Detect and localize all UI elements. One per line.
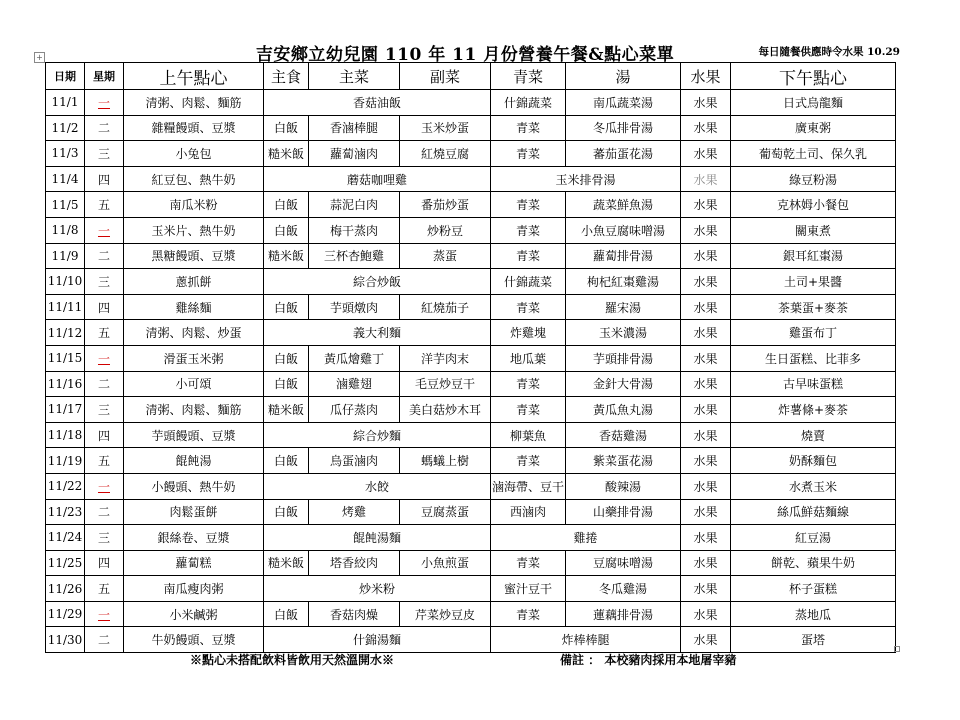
veg-cell: 青菜 [491, 371, 566, 397]
soup-cell: 枸杞紅棗雞湯 [566, 269, 681, 295]
pm-snack-cell: 日式烏龍麵 [731, 90, 896, 116]
table-row [46, 627, 896, 653]
date-cell: 11/25 [46, 550, 85, 576]
weekday-cell: 三 [85, 269, 124, 295]
pm-snack-cell: 紅豆湯 [731, 525, 896, 551]
veg-cell: 什錦蔬菜 [491, 90, 566, 116]
staple-cell: 白飯 [264, 115, 309, 141]
header-side: 副菜 [400, 63, 491, 90]
fruit-cell: 水果 [681, 166, 731, 192]
am-snack-cell: 蔥抓餅 [124, 269, 264, 295]
veg-cell: 青菜 [491, 243, 566, 269]
soup-cell: 豆腐味噌湯 [566, 550, 681, 576]
am-snack-cell: 蘿蔔糕 [124, 550, 264, 576]
am-snack-cell: 清粥、肉鬆、麵筋 [124, 90, 264, 116]
side-dish-cell: 玉米炒蛋 [400, 115, 491, 141]
lunch-combined-cell: 水餃 [264, 473, 491, 499]
soup-cell: 酸辣湯 [566, 473, 681, 499]
weekday-cell: 一 [85, 90, 124, 116]
am-snack-cell: 南瓜瘦肉粥 [124, 576, 264, 602]
date-cell: 11/19 [46, 448, 85, 474]
staple-cell: 糙米飯 [264, 243, 309, 269]
header-veg: 青菜 [491, 63, 566, 90]
pm-snack-cell: 古早味蛋糕 [731, 371, 896, 397]
date-cell: 11/16 [46, 371, 85, 397]
menu-body [46, 90, 896, 653]
side-dish-cell: 小魚煎蛋 [400, 550, 491, 576]
am-snack-cell: 雜糧饅頭、豆漿 [124, 115, 264, 141]
table-row [46, 473, 896, 499]
soup-cell: 黃瓜魚丸湯 [566, 397, 681, 423]
fruit-cell: 水果 [681, 90, 731, 116]
weekday-cell: 三 [85, 397, 124, 423]
weekday-cell: 三 [85, 525, 124, 551]
am-snack-cell: 雞絲麵 [124, 294, 264, 320]
pm-snack-cell: 杯子蛋糕 [731, 576, 896, 602]
veg-cell: 青菜 [491, 192, 566, 218]
fruit-cell: 水果 [681, 525, 731, 551]
main-dish-cell: 黃瓜燴雞丁 [309, 345, 400, 371]
lunch-combined-cell: 香菇油飯 [264, 90, 491, 116]
table-resize-handle[interactable] [894, 646, 900, 652]
veg-cell: 蜜汁豆干 [491, 576, 566, 602]
fruit-cell: 水果 [681, 397, 731, 423]
staple-cell: 白飯 [264, 448, 309, 474]
pm-snack-cell: 絲瓜鮮菇麵線 [731, 499, 896, 525]
table-row [46, 576, 896, 602]
table-row [46, 422, 896, 448]
am-snack-cell: 肉鬆蛋餅 [124, 499, 264, 525]
fruit-cell: 水果 [681, 192, 731, 218]
staple-cell: 白飯 [264, 217, 309, 243]
side-dish-cell: 毛豆炒豆干 [400, 371, 491, 397]
staple-cell: 白飯 [264, 345, 309, 371]
veg-cell: 青菜 [491, 601, 566, 627]
veg-cell: 青菜 [491, 294, 566, 320]
pm-snack-cell: 銀耳紅棗湯 [731, 243, 896, 269]
veg-soup-combined-cell: 炸棒棒腿 [491, 627, 681, 653]
soup-cell: 冬瓜排骨湯 [566, 115, 681, 141]
am-snack-cell: 玉米片、熱牛奶 [124, 217, 264, 243]
table-row [46, 294, 896, 320]
weekday-cell: 四 [85, 294, 124, 320]
am-snack-cell: 銀絲卷、豆漿 [124, 525, 264, 551]
side-dish-cell: 螞蟻上樹 [400, 448, 491, 474]
am-snack-cell: 清粥、肉鬆、炒蛋 [124, 320, 264, 346]
veg-cell: 青菜 [491, 141, 566, 167]
lunch-combined-cell: 炒米粉 [264, 576, 491, 602]
am-snack-cell: 滑蛋玉米粥 [124, 345, 264, 371]
veg-cell: 什錦蔬菜 [491, 269, 566, 295]
fruit-cell: 水果 [681, 422, 731, 448]
veg-cell: 地瓜葉 [491, 345, 566, 371]
am-snack-cell: 南瓜米粉 [124, 192, 264, 218]
pm-snack-cell: 水煮玉米 [731, 473, 896, 499]
soup-cell: 玉米濃湯 [566, 320, 681, 346]
soup-cell: 芋頭排骨湯 [566, 345, 681, 371]
main-dish-cell: 瓜仔蒸肉 [309, 397, 400, 423]
staple-cell: 糙米飯 [264, 550, 309, 576]
fruit-note: 每日隨餐供應時令水果 10.29 [758, 46, 900, 58]
veg-soup-combined-cell: 玉米排骨湯 [491, 166, 681, 192]
date-cell: 11/22 [46, 473, 85, 499]
weekday-cell: 一 [85, 473, 124, 499]
main-dish-cell: 蘿蔔滷肉 [309, 141, 400, 167]
weekday-cell: 二 [85, 627, 124, 653]
footer-pork-note: 備註 ： 本校豬肉採用本地屠宰豬 [560, 653, 737, 667]
table-row [46, 371, 896, 397]
pm-snack-cell: 關東煮 [731, 217, 896, 243]
fruit-cell: 水果 [681, 115, 731, 141]
table-row [46, 192, 896, 218]
fruit-cell: 水果 [681, 269, 731, 295]
table-row [46, 499, 896, 525]
pm-snack-cell: 餅乾、蘋果牛奶 [731, 550, 896, 576]
menu-table [45, 62, 896, 653]
veg-soup-combined-cell: 雞捲 [491, 525, 681, 551]
staple-cell: 白飯 [264, 192, 309, 218]
pm-snack-cell: 土司+果醬 [731, 269, 896, 295]
lunch-combined-cell: 綜合炒麵 [264, 422, 491, 448]
soup-cell: 蓮藕排骨湯 [566, 601, 681, 627]
weekday-cell: 二 [85, 243, 124, 269]
table-row [46, 217, 896, 243]
am-snack-cell: 紅豆包、熱牛奶 [124, 166, 264, 192]
veg-cell: 炸雞塊 [491, 320, 566, 346]
fruit-cell: 水果 [681, 627, 731, 653]
date-cell: 11/24 [46, 525, 85, 551]
table-row [46, 525, 896, 551]
veg-cell: 西滷肉 [491, 499, 566, 525]
date-cell: 11/8 [46, 217, 85, 243]
veg-cell: 青菜 [491, 550, 566, 576]
date-cell: 11/10 [46, 269, 85, 295]
lunch-combined-cell: 義大利麵 [264, 320, 491, 346]
pm-snack-cell: 生日蛋糕、比菲多 [731, 345, 896, 371]
page-title: 吉安鄉立幼兒園 110 年 11 月份營養午餐&點心菜單 [255, 45, 675, 65]
date-cell: 11/5 [46, 192, 85, 218]
header-fruit: 水果 [681, 63, 731, 90]
date-cell: 11/12 [46, 320, 85, 346]
side-dish-cell: 紅燒豆腐 [400, 141, 491, 167]
weekday-cell: 五 [85, 448, 124, 474]
soup-cell: 金針大骨湯 [566, 371, 681, 397]
soup-cell: 蘿蔔排骨湯 [566, 243, 681, 269]
pm-snack-cell: 葡萄乾土司、保久乳 [731, 141, 896, 167]
table-row [46, 397, 896, 423]
weekday-cell: 四 [85, 422, 124, 448]
pm-snack-cell: 茶葉蛋+麥茶 [731, 294, 896, 320]
main-dish-cell: 烤雞 [309, 499, 400, 525]
veg-cell: 青菜 [491, 397, 566, 423]
header-staple: 主食 [264, 63, 309, 90]
table-row [46, 166, 896, 192]
pm-snack-cell: 奶酥麵包 [731, 448, 896, 474]
pm-snack-cell: 雞蛋布丁 [731, 320, 896, 346]
am-snack-cell: 小饅頭、熱牛奶 [124, 473, 264, 499]
fruit-cell: 水果 [681, 371, 731, 397]
pm-snack-cell: 炸薯條+麥茶 [731, 397, 896, 423]
lunch-combined-cell: 綜合炒飯 [264, 269, 491, 295]
am-snack-cell: 清粥、肉鬆、麵筋 [124, 397, 264, 423]
table-row [46, 269, 896, 295]
main-dish-cell: 烏蛋滷肉 [309, 448, 400, 474]
weekday-cell: 二 [85, 499, 124, 525]
date-cell: 11/18 [46, 422, 85, 448]
lunch-combined-cell: 什錦湯麵 [264, 627, 491, 653]
weekday-cell: 五 [85, 192, 124, 218]
veg-cell: 滷海帶、豆干 [491, 473, 566, 499]
table-row [46, 115, 896, 141]
date-cell: 11/11 [46, 294, 85, 320]
soup-cell: 羅宋湯 [566, 294, 681, 320]
table-row [46, 550, 896, 576]
soup-cell: 蔬菜鮮魚湯 [566, 192, 681, 218]
veg-cell: 青菜 [491, 217, 566, 243]
weekday-cell: 四 [85, 550, 124, 576]
main-dish-cell: 香菇肉燥 [309, 601, 400, 627]
date-cell: 11/26 [46, 576, 85, 602]
am-snack-cell: 小兔包 [124, 141, 264, 167]
fruit-cell: 水果 [681, 294, 731, 320]
veg-cell: 青菜 [491, 448, 566, 474]
am-snack-cell: 牛奶饅頭、豆漿 [124, 627, 264, 653]
main-dish-cell: 香滷棒腿 [309, 115, 400, 141]
staple-cell: 糙米飯 [264, 141, 309, 167]
date-cell: 11/2 [46, 115, 85, 141]
fruit-cell: 水果 [681, 499, 731, 525]
fruit-cell: 水果 [681, 217, 731, 243]
table-row [46, 243, 896, 269]
veg-cell: 柳葉魚 [491, 422, 566, 448]
fruit-cell: 水果 [681, 576, 731, 602]
soup-cell: 冬瓜雞湯 [566, 576, 681, 602]
fruit-cell: 水果 [681, 601, 731, 627]
pm-snack-cell: 綠豆粉湯 [731, 166, 896, 192]
soup-cell: 紫菜蛋花湯 [566, 448, 681, 474]
staple-cell: 白飯 [264, 499, 309, 525]
fruit-cell: 水果 [681, 320, 731, 346]
pm-snack-cell: 廣東粥 [731, 115, 896, 141]
fruit-cell: 水果 [681, 345, 731, 371]
fruit-cell: 水果 [681, 550, 731, 576]
header-weekday: 星期 [85, 63, 124, 90]
am-snack-cell: 小可頌 [124, 371, 264, 397]
weekday-cell: 二 [85, 115, 124, 141]
date-cell: 11/23 [46, 499, 85, 525]
staple-cell: 白飯 [264, 294, 309, 320]
table-row [46, 90, 896, 116]
header-date: 日期 [46, 63, 85, 90]
weekday-cell: 一 [85, 601, 124, 627]
main-dish-cell: 滷雞翅 [309, 371, 400, 397]
soup-cell: 南瓜蔬菜湯 [566, 90, 681, 116]
soup-cell: 香菇雞湯 [566, 422, 681, 448]
staple-cell: 白飯 [264, 371, 309, 397]
side-dish-cell: 洋芋肉末 [400, 345, 491, 371]
lunch-combined-cell: 蘑菇咖哩雞 [264, 166, 491, 192]
side-dish-cell: 豆腐蒸蛋 [400, 499, 491, 525]
date-cell: 11/30 [46, 627, 85, 653]
am-snack-cell: 餛飩湯 [124, 448, 264, 474]
pm-snack-cell: 燒賣 [731, 422, 896, 448]
weekday-cell: 五 [85, 320, 124, 346]
staple-cell: 糙米飯 [264, 397, 309, 423]
main-dish-cell: 芋頭燉肉 [309, 294, 400, 320]
soup-cell: 小魚豆腐味噌湯 [566, 217, 681, 243]
weekday-cell: 一 [85, 345, 124, 371]
fruit-cell: 水果 [681, 243, 731, 269]
date-cell: 11/4 [46, 166, 85, 192]
weekday-cell: 五 [85, 576, 124, 602]
side-dish-cell: 美白菇炒木耳 [400, 397, 491, 423]
table-row [46, 601, 896, 627]
am-snack-cell: 芋頭饅頭、豆漿 [124, 422, 264, 448]
weekday-cell: 一 [85, 217, 124, 243]
date-cell: 11/9 [46, 243, 85, 269]
pm-snack-cell: 克林姆小餐包 [731, 192, 896, 218]
pm-snack-cell: 蒸地瓜 [731, 601, 896, 627]
soup-cell: 蕃茄蛋花湯 [566, 141, 681, 167]
weekday-cell: 二 [85, 371, 124, 397]
veg-cell: 青菜 [491, 115, 566, 141]
pm-snack-cell: 蛋塔 [731, 627, 896, 653]
table-move-handle-icon[interactable]: + [34, 52, 45, 63]
header-pm-snack: 下午點心 [731, 63, 896, 90]
soup-cell: 山藥排骨湯 [566, 499, 681, 525]
table-row [46, 448, 896, 474]
main-dish-cell: 蒜泥白肉 [309, 192, 400, 218]
am-snack-cell: 黑糖饅頭、豆漿 [124, 243, 264, 269]
header-am-snack: 上午點心 [124, 63, 264, 90]
side-dish-cell: 蒸蛋 [400, 243, 491, 269]
side-dish-cell: 芹菜炒豆皮 [400, 601, 491, 627]
date-cell: 11/17 [46, 397, 85, 423]
main-dish-cell: 梅干蒸肉 [309, 217, 400, 243]
weekday-cell: 四 [85, 166, 124, 192]
fruit-cell: 水果 [681, 448, 731, 474]
date-cell: 11/3 [46, 141, 85, 167]
fruit-cell: 水果 [681, 141, 731, 167]
table-row [46, 141, 896, 167]
footer-water-note: ※點心未搭配飲料皆飲用天然溫開水※ [190, 653, 395, 667]
fruit-cell: 水果 [681, 473, 731, 499]
date-cell: 11/15 [46, 345, 85, 371]
side-dish-cell: 炒粉豆 [400, 217, 491, 243]
weekday-cell: 三 [85, 141, 124, 167]
staple-cell: 白飯 [264, 601, 309, 627]
header-row [46, 63, 896, 90]
date-cell: 11/29 [46, 601, 85, 627]
main-dish-cell: 塔香絞肉 [309, 550, 400, 576]
table-row [46, 320, 896, 346]
header-soup: 湯 [566, 63, 681, 90]
am-snack-cell: 小米鹹粥 [124, 601, 264, 627]
table-row [46, 345, 896, 371]
header-main: 主菜 [309, 63, 400, 90]
side-dish-cell: 紅燒茄子 [400, 294, 491, 320]
date-cell: 11/1 [46, 90, 85, 116]
main-dish-cell: 三杯杏鮑雞 [309, 243, 400, 269]
side-dish-cell: 番茄炒蛋 [400, 192, 491, 218]
lunch-combined-cell: 餛飩湯麵 [264, 525, 491, 551]
